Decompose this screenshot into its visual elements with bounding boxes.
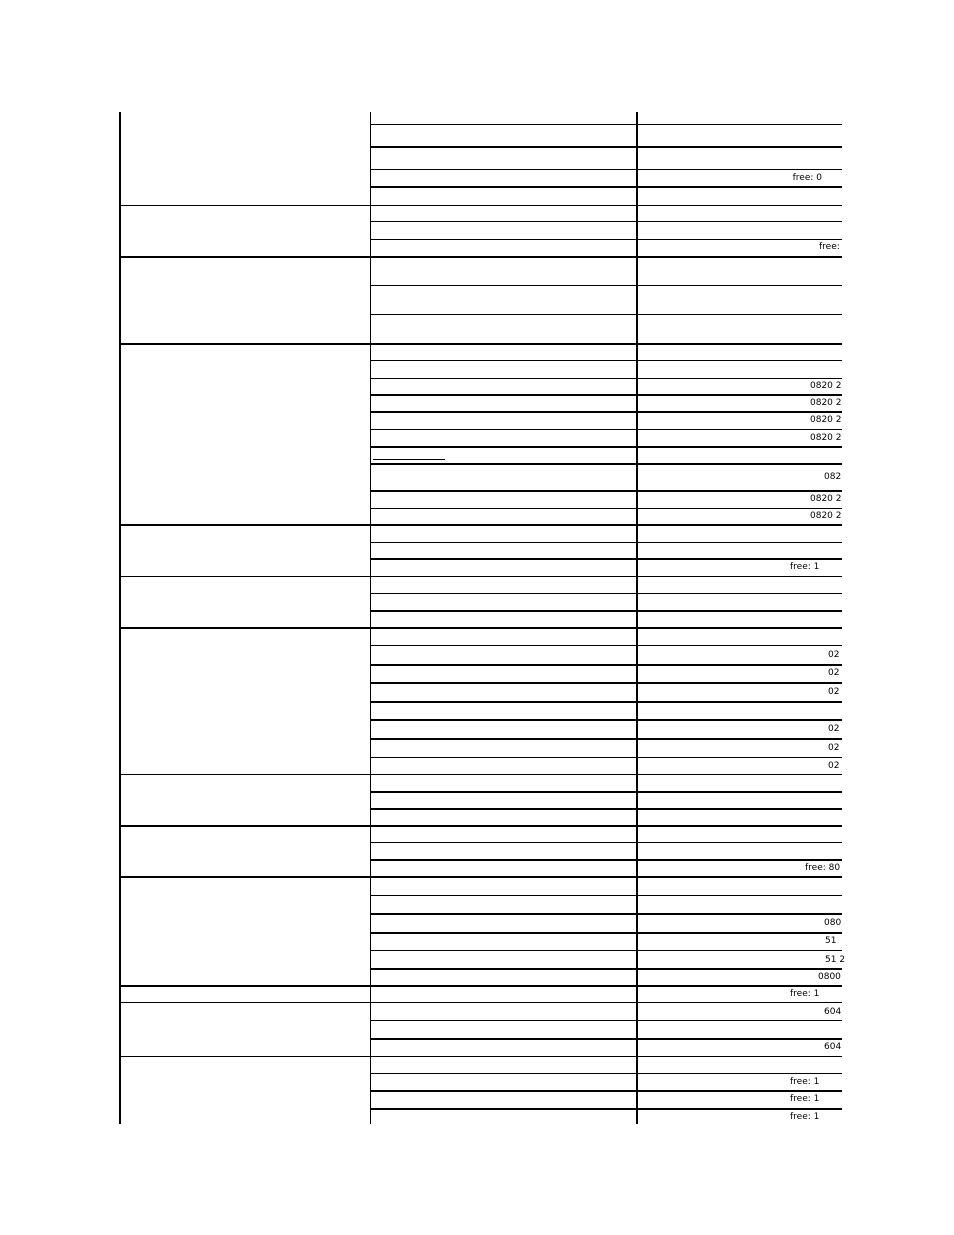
- table-cell: 604: [824, 1042, 842, 1052]
- table-cell: free: 0: [792, 173, 822, 183]
- table-cell: 604: [824, 1007, 842, 1017]
- row-separator: [373, 459, 445, 460]
- table-cell: free: 1: [790, 989, 820, 999]
- table-cell: 0820 2: [810, 381, 842, 391]
- row-separator: [371, 285, 637, 286]
- table-cell: 0820 2: [810, 415, 842, 425]
- table-cell: free: 1: [790, 562, 820, 572]
- table-cell: 0820 2: [810, 494, 842, 504]
- table-cell: free: 1: [790, 1112, 820, 1122]
- column-divider-1: [370, 112, 371, 1124]
- table-cell: free: 1: [790, 1094, 820, 1104]
- table-cell: free:: [819, 242, 840, 252]
- table-cell: 0820 2: [810, 398, 842, 408]
- table-cell: 02: [828, 724, 840, 734]
- table-cell: 02: [828, 668, 840, 678]
- table-cell: 0800: [818, 972, 841, 982]
- table-cell: free: 1: [790, 1077, 820, 1087]
- table-cell: 51 2: [825, 955, 846, 965]
- table-cell: 080: [824, 918, 842, 928]
- table-cell: 082: [824, 472, 842, 482]
- table-cell: 51: [825, 936, 837, 946]
- table-cell: 02: [828, 650, 840, 660]
- table-cell: 0820 2: [810, 511, 842, 521]
- value-column: [638, 0, 846, 1235]
- table-cell: 02: [828, 743, 840, 753]
- table-cell: 02: [828, 761, 840, 771]
- table-cell: free: 80: [805, 863, 841, 873]
- table-cell: 0820 2: [810, 433, 842, 443]
- table-cell: 02: [828, 687, 840, 697]
- table-left-border: [119, 112, 121, 1124]
